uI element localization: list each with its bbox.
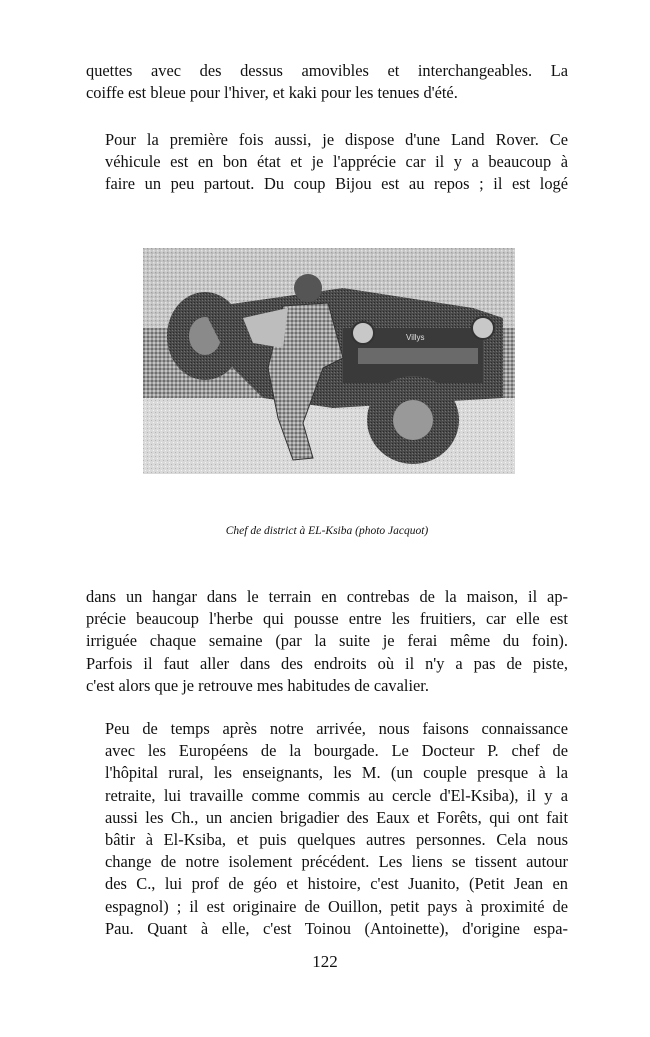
- jeep-photo: [143, 248, 515, 474]
- text-line: quettes avec des dessus amovibles et interchangeables. La: [86, 61, 568, 80]
- paragraph-1: [86, 60, 568, 104]
- text-line: Pour la première fois aussi, je dispose d'une Land Rover. Ce: [105, 130, 568, 149]
- text-line: coiffe est bleue pour l'hiver, et kaki pour les tenues d'été.: [86, 83, 458, 103]
- text-line: irriguée chaque semaine (par la suite je ferai même du foin).: [86, 631, 568, 651]
- text-line: Pau. Quant à elle, c'est Toinou (Antoinette), d'origine espa-: [105, 918, 568, 938]
- paragraph-4: [86, 718, 568, 940]
- paragraph-3: [86, 586, 568, 697]
- grill-label: Villys: [406, 333, 425, 342]
- paragraph-2: [86, 129, 568, 196]
- text-line: véhicule est en bon état et je l'apprécie car il y a beaucoup à: [105, 152, 568, 172]
- text-line: précie beaucoup l'herbe qui pousse entre les fruitiers, car elle est: [86, 609, 568, 629]
- text-line: des C., lui prof de géo et histoire, c'est Juanito, (Petit Jean en: [105, 874, 568, 894]
- page-number: 122: [312, 952, 338, 971]
- text-line: l'hôpital rural, les enseignants, les M. (un couple presque à la: [105, 763, 568, 783]
- text-line: bâtir à El-Ksiba, et puis quelques autres personnes. Cela nous: [105, 830, 568, 850]
- text-line: Parfois il faut aller dans des endroits où il n'y a pas de piste,: [86, 653, 568, 673]
- text-line: Peu de temps après notre arrivée, nous faisons connaissance: [105, 719, 568, 738]
- text-line: retraite, lui travaille comme commis au cercle d'El-Ksiba), il y a: [105, 785, 568, 805]
- text-line: dans un hangar dans le terrain en contrebas de la maison, il ap-: [86, 587, 568, 606]
- text-line: change de notre isolement précédent. Les liens se tissent autour: [105, 852, 568, 872]
- photo-caption: Chef de district à EL-Ksiba (photo Jacquot): [225, 525, 429, 537]
- text-line: aussi les Ch., un ancien brigadier des Eaux et Forêts, qui ont fait: [105, 807, 568, 827]
- text-line: espagnol) ; il est originaire de Ouillon, petit pays à proximité de: [105, 896, 568, 916]
- text-line: faire un peu partout. Du coup Bijou est au repos ; il est logé: [105, 174, 568, 194]
- text-line: c'est alors que je retrouve mes habitudes de cavalier.: [86, 675, 429, 695]
- text-line: avec les Européens de la bourgade. Le Docteur P. chef de: [105, 741, 568, 761]
